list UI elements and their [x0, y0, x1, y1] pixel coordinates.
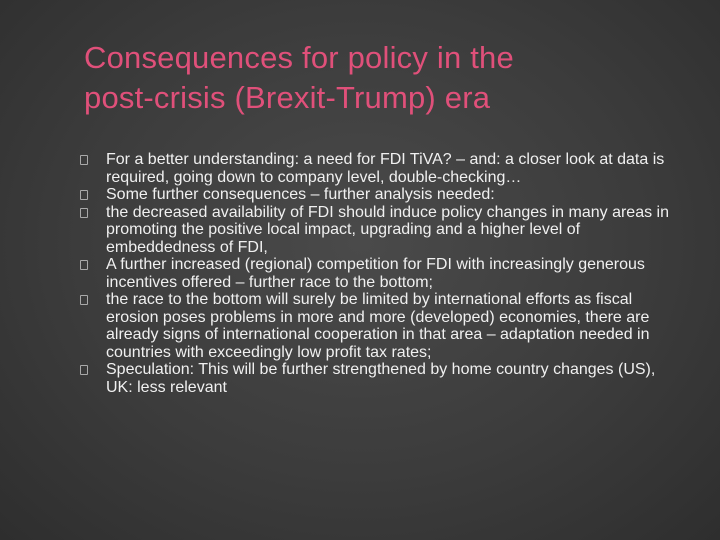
- slide-title: [84, 38, 684, 118]
- square-bullet-icon: [80, 208, 88, 218]
- slide-title-line-1: Consequences for policy in the: [84, 40, 514, 75]
- bullet-text: Speculation: This will be further strengthened by home country changes (US), UK: less relevant: [106, 361, 656, 396]
- square-bullet-icon: [80, 295, 88, 305]
- bullet-list: [80, 151, 670, 396]
- list-item: [80, 186, 670, 204]
- square-bullet-icon: [80, 260, 88, 270]
- list-item: [80, 151, 670, 186]
- bullet-text: For a better understanding: a need for FDI TiVA? – and: a closer look at data is required, going down to company level, double-checking…: [106, 151, 665, 186]
- slide-title-line-2: post-crisis (Brexit-Trump) era: [84, 80, 491, 115]
- square-bullet-icon: [80, 365, 88, 375]
- list-item: [80, 361, 670, 396]
- list-item: [80, 256, 670, 291]
- square-bullet-icon: [80, 155, 88, 165]
- list-item: [80, 204, 670, 257]
- bullet-text: A further increased (regional) competition for FDI with increasingly generous incentives offered – further race to the bottom;: [106, 256, 645, 291]
- bullet-text: the decreased availability of FDI should induce policy changes in many areas in promoting the positive local impact, upgrading and a higher level of embeddedness of FDI,: [106, 203, 669, 256]
- bullet-text: Some further consequences – further analysis needed:: [106, 186, 495, 203]
- list-item: [80, 291, 670, 361]
- square-bullet-icon: [80, 190, 88, 200]
- bullet-text: the race to the bottom will surely be limited by international efforts as fiscal erosion poses problems in more and more (developed) economies, there are already signs of international cooperation in that area – adaptation needed in countries with exceedingly low profit tax rates;: [106, 291, 650, 361]
